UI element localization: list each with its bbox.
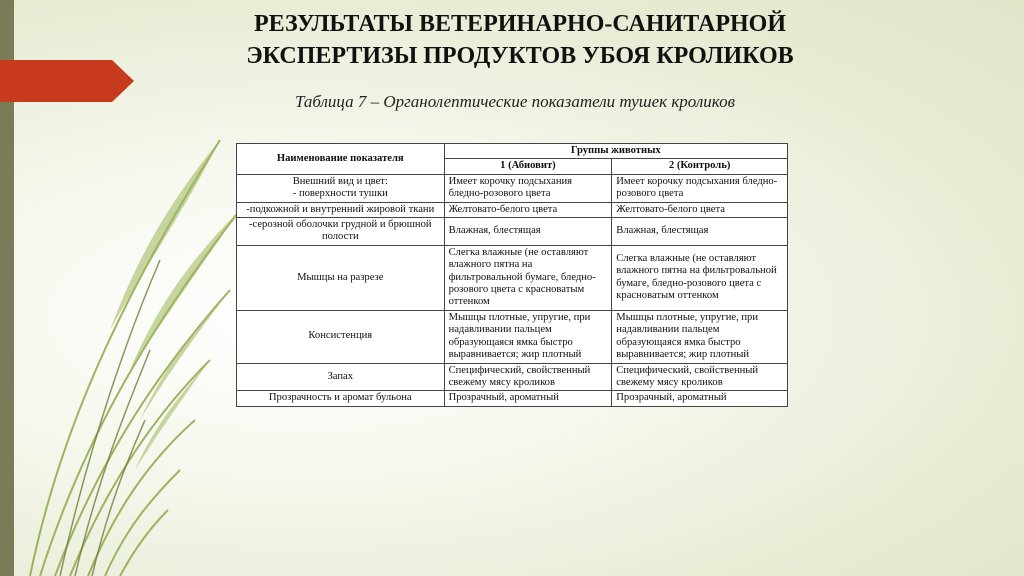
table-caption: Таблица 7 – Органолептические показатели тушек кроликов xyxy=(295,92,735,111)
row-group2-value: Слегка влажные (не оставляют влажного пятна на фильтровальной бумаге, бледно-розового цвета с красноватым оттенком xyxy=(612,245,788,310)
table-row xyxy=(237,310,788,363)
row-name: Прозрачность и аромат бульона xyxy=(237,391,445,406)
slide-title-line1: РЕЗУЛЬТАТЫ ВЕТЕРИНАРНО-САНИТАРНОЙ xyxy=(254,11,786,37)
row-group1-value: Желтовато-белого цвета xyxy=(444,202,612,217)
sidebar-bar xyxy=(0,0,14,576)
row-name: Запах xyxy=(237,363,445,391)
row-group2-value: Имеет корочку подсыхания бледно-розового цвета xyxy=(612,174,788,202)
slide-title-line2: ЭКСПЕРТИЗЫ ПРОДУКТОВ УБОЯ КРОЛИКОВ xyxy=(246,43,794,69)
table-row xyxy=(237,218,788,246)
row-name: -серозной оболочки грудной и брюшной полости xyxy=(237,218,445,246)
slide-title xyxy=(170,8,870,72)
row-name: Консистенция xyxy=(237,310,445,363)
header-groups: Группы животных xyxy=(444,144,787,159)
header-indicator: Наименование показателя xyxy=(237,144,445,175)
row-name xyxy=(237,174,445,202)
row-name: -подкожной и внутренний жировой ткани xyxy=(237,202,445,217)
row-group2-value: Желтовато-белого цвета xyxy=(612,202,788,217)
table-row xyxy=(237,202,788,217)
row-name: Мышцы на разрезе xyxy=(237,245,445,310)
row-group1-value: Прозрачный, ароматный xyxy=(444,391,612,406)
row-group2-value: Влажная, блестящая xyxy=(612,218,788,246)
table-row xyxy=(237,174,788,202)
red-arrow-banner xyxy=(0,60,134,102)
row-group1-value: Мышцы плотные, упругие, при надавливании пальцем образующаяся ямка быстро выравнивается; жир плотный xyxy=(444,310,612,363)
row-group1-value: Слегка влажные (не оставляют влажного пятна на фильтровальной бумаге, бледно-розового цвета с красноватым оттенком xyxy=(444,245,612,310)
row-group2-value: Прозрачный, ароматный xyxy=(612,391,788,406)
table-row xyxy=(237,391,788,406)
row-group1-value: Влажная, блестящая xyxy=(444,218,612,246)
table-row xyxy=(237,245,788,310)
organoleptic-table xyxy=(236,143,788,407)
row-group1-value: Имеет корочку подсыхания бледно-розового цвета xyxy=(444,174,612,202)
row-group1-value: Специфический, свойственный свежему мясу кроликов xyxy=(444,363,612,391)
table-row xyxy=(237,363,788,391)
row-group2-value: Специфический, свойственный свежему мясу кроликов xyxy=(612,363,788,391)
header-group1: 1 (Абиовит) xyxy=(444,159,612,174)
row-name-text: Внешний вид и цвет: - поверхности тушки xyxy=(292,175,388,200)
row-group2-value: Мышцы плотные, упругие, при надавливании пальцем образующаяся ямка быстро выравнивается; жир плотный xyxy=(612,310,788,363)
header-group2: 2 (Контроль) xyxy=(612,159,788,174)
